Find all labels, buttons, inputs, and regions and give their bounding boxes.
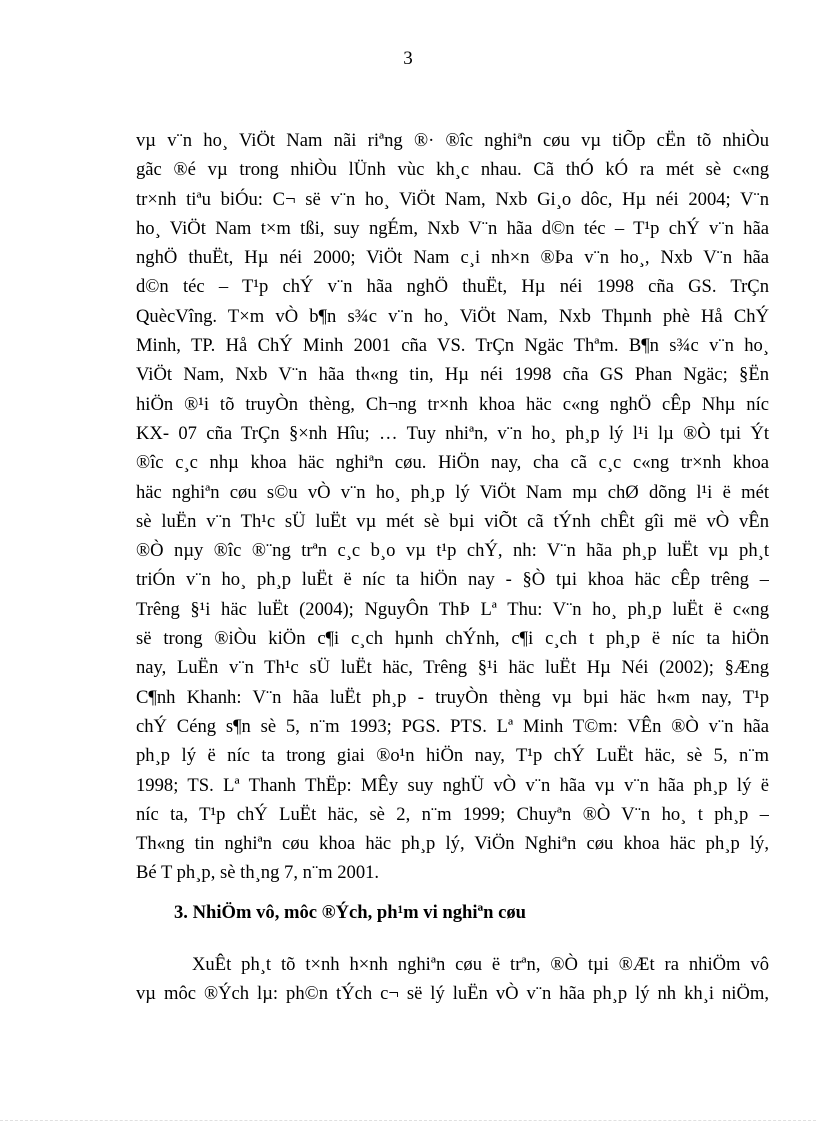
body-paragraph-2 — [136, 950, 769, 1009]
text-line: hiÖn ®¹i tõ truyÒn thèng, Ch¬ng tr×nh khoa häc c«ng nghÖ cÊp Nhµ níc — [136, 393, 769, 415]
text-line: QuècVîng. T×m vÒ b¶n s¾c v¨n ho¸ ViÖt Nam, Nxb Thµnh phè Hå ChÝ — [136, 305, 769, 327]
section-heading: 3. NhiÖm vô, môc ®Ých, ph¹m vi nghiªn cøu — [174, 902, 527, 923]
text-line: Minh, TP. Hå ChÝ Minh 2001 cña VS. TrÇn Ngäc Thªm. B¶n s¾c v¨n ho¸ — [136, 335, 769, 357]
text-line: häc nghiªn cøu s©u vÒ v¨n ho¸ ph¸p lý ViÖt Nam mµ chØ dõng l¹i ë mét — [136, 481, 769, 503]
text-line: ho¸ ViÖt Nam t×m tßi, suy ngÉm, Nxb V¨n hãa d©n téc – T¹p chÝ v¨n hãa — [136, 217, 769, 239]
text-line: sè luËn v¨n Th¹c sÜ luËt vµ mét sè bµi viÕt cã tÝnh chÊt gîi më vÒ vÊn — [136, 510, 769, 532]
text-line: Bé T ph¸p, sè th¸ng 7, n¨m 2001. — [136, 862, 380, 884]
text-line: tr×nh tiªu biÓu: C¬ së v¨n ho¸ ViÖt Nam, Nxb Gi¸o dôc, Hµ néi 2004; V¨n — [136, 188, 769, 210]
text-line: nay, LuËn v¨n Th¹c sÜ luËt häc, Trêng §¹i häc luËt Hµ Néi (2002); §Æng — [136, 657, 769, 679]
text-line: Trêng §¹i häc luËt (2004); NguyÔn ThÞ Lª Thu: V¨n ho¸ ph¸p luËt ë c«ng — [136, 598, 769, 620]
text-line: nghÖ thuËt, Hµ néi 2000; ViÖt Nam c¸i nh×n ®Þa v¨n ho¸, Nxb V¨n hãa — [136, 247, 769, 269]
text-line: Th«ng tin nghiªn cøu khoa häc ph¸p lý, ViÖn Nghiªn cøu khoa häc ph¸p lý, — [136, 833, 769, 855]
text-line: gãc ®é vµ trong nhiÒu lÜnh vùc kh¸c nhau. Cã thÓ kÓ ra mét sè c«ng — [136, 159, 769, 181]
text-line: chÝ Céng s¶n sè 5, n¨m 1993; PGS. PTS. Lª Minh T©m: VÊn ®Ò v¨n hãa — [136, 715, 769, 737]
text-line: ®Ò nµy ®îc ®¨ng trªn c¸c b¸o vµ t¹p chÝ, nh: V¨n hãa ph¸p luËt vµ ph¸t — [136, 540, 769, 562]
body-paragraph-1 — [136, 126, 769, 888]
text-line: vµ môc ®Ých lµ: ph©n tÝch c¬ së lý luËn vÒ v¨n hãa ph¸p lý nh kh¸i niÖm, — [136, 983, 769, 1005]
text-line: KX- 07 cña TrÇn §×nh Hîu; … Tuy nhiªn, v¨n ho¸ ph¸p lý l¹i lµ ®Ò tµi Ýt — [136, 422, 769, 444]
text-line: C¶nh Khanh: V¨n hãa luËt ph¸p - truyÒn thèng vµ bµi häc h«m nay, T¹p — [136, 686, 769, 708]
text-line: triÓn v¨n ho¸ ph¸p luËt ë níc ta hiÖn nay - §Ò tµi khoa häc cÊp trêng – — [136, 569, 769, 591]
page-bottom-divider — [0, 1120, 816, 1121]
text-line: ®îc c¸c nhµ khoa häc nghiªn cøu. HiÖn nay, cha cã c¸c c«ng tr×nh khoa — [136, 452, 769, 474]
text-line: së trong ®iÒu kiÖn c¶i c¸ch hµnh chÝnh, c¶i c¸ch t ph¸p ë níc ta hiÖn — [136, 628, 769, 650]
text-line: XuÊt ph¸t tõ t×nh h×nh nghiªn cøu ë trªn, ®Ò tµi ®Æt ra nhiÖm vô — [192, 954, 769, 975]
text-line: níc ta, T¹p chÝ LuËt häc, sè 2, n¨m 1999; Chuyªn ®Ò V¨n ho¸ t ph¸p – — [136, 803, 769, 825]
text-line: ph¸p lý ë níc ta trong giai ®o¹n hiÖn nay, T¹p chÝ LuËt häc, sè 5, n¨m — [136, 745, 769, 767]
text-line: ViÖt Nam, Nxb V¨n hãa th«ng tin, Hµ néi 1998 cña GS Phan Ngäc; §Ën — [136, 364, 769, 386]
text-line: d©n téc – T¹p chÝ v¨n hãa nghÖ thuËt, Hµ néi 1998 cña GS. TrÇn — [136, 276, 769, 298]
text-line: 1998; TS. Lª Thanh ThËp: MÊy suy nghÜ vÒ v¨n hãa vµ v¨n hãa ph¸p lý ë — [136, 774, 769, 796]
text-line: vµ v¨n ho¸ ViÖt Nam nãi riªng ®· ®îc nghiªn cøu vµ tiÕp cËn tõ nhiÒu — [136, 130, 769, 151]
page-number: 3 — [403, 48, 413, 69]
